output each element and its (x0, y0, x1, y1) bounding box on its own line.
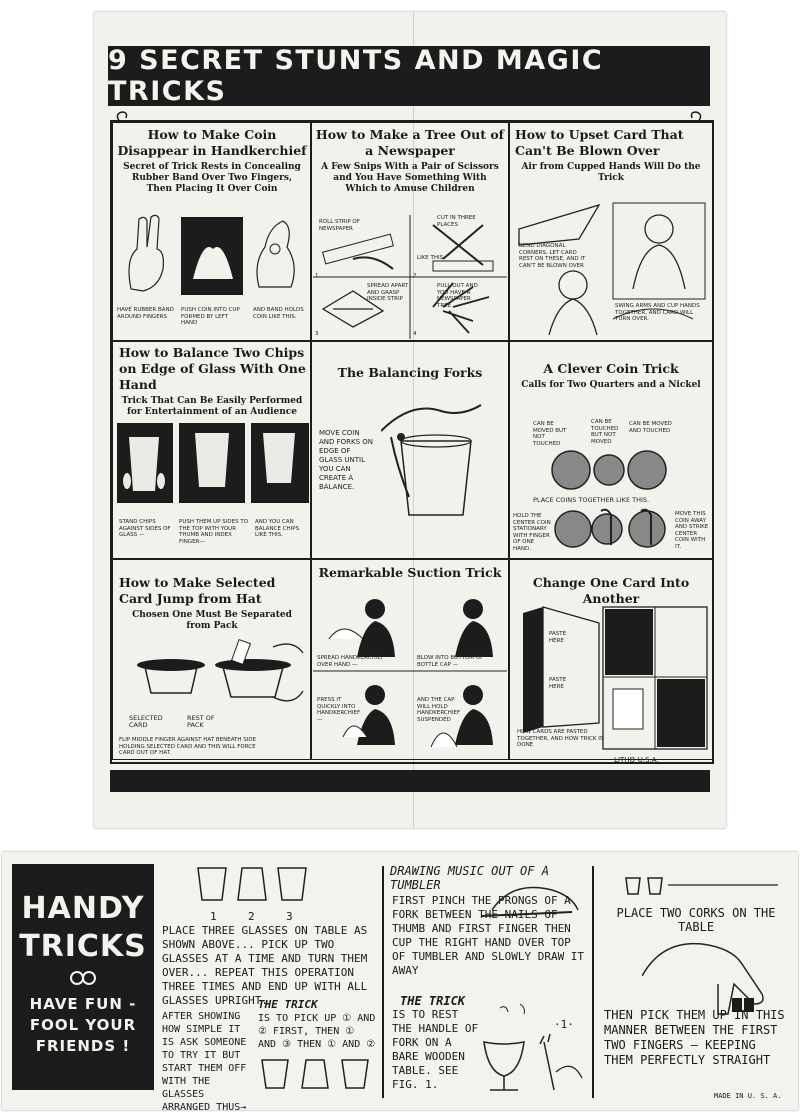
step-caption: CAN BE MOVED AND TOUCHED (629, 421, 672, 434)
step-caption: HAVE RUBBER BAND AROUND FINGERS (117, 307, 174, 320)
trick-subtitle: Trick That Can Be Easily Performed for Entertainment of an Audience (121, 396, 303, 417)
trick-title: The Balancing Forks (337, 365, 483, 380)
step-number: 3 (315, 331, 319, 337)
coins-illustration (549, 449, 679, 491)
panel-tagline-1: HAVE FUN - (29, 995, 137, 1013)
card-hat-illustration (123, 637, 307, 717)
trick-upset-card (508, 122, 714, 342)
trick-change-card (508, 558, 714, 760)
three-glasses-illustration (192, 864, 312, 906)
trick-coin-handkerchief (112, 122, 312, 342)
coins-strike-illustration (553, 507, 673, 553)
step-caption: PUSH COIN INTO CUP FORMED BY LEFT HAND (181, 307, 240, 326)
divider (592, 866, 594, 1098)
glass-number: 3 (286, 910, 293, 923)
paste-label: PASTE HERE (549, 631, 567, 644)
trick-clever-coin (508, 340, 714, 560)
balance-chips-illustration (117, 423, 311, 507)
glass-number: 2 (248, 910, 255, 923)
step-caption: SPREAD HANDKERCHIEF OVER HAND — (317, 655, 384, 668)
step-number: 4 (413, 331, 417, 337)
panel-title-2: TRICKS (19, 929, 147, 964)
table-line (668, 882, 778, 888)
trick-title: Remarkable Suction Trick (318, 565, 502, 580)
trick-newspaper-tree (310, 122, 510, 342)
step-number: 1 (315, 273, 319, 279)
handy-tricks-panel (12, 864, 154, 1090)
two-corks-illustration (622, 874, 670, 896)
glass-number: 1 (210, 910, 217, 923)
figure-label: ·1· (554, 1018, 574, 1031)
panel-tagline-2: FOOL YOUR (29, 1016, 137, 1034)
trick-title: Change One Card Into Another (532, 575, 690, 606)
glasses-after-text: AFTER SHOWING HOW SIMPLE IT IS ASK SOMEONE TO TRY IT BUT START THEM OFF WITH THE GLASSES ARRANGED THUS→ (162, 1011, 247, 1113)
glasses-instructions: PLACE THREE GLASSES ON TABLE AS SHOWN ABOVE... PICK UP TWO GLASSES AT A TIME AND TURN THEM OVER... REPEAT THIS OPERATION THREE TIMES AND END UP WITH ALL GLASSES UPRIGHT. (162, 924, 368, 1007)
step-caption: CAN BE MOVED BUT NOT TOUCHED (533, 421, 567, 447)
step-caption: STAND CHIPS AGAINST SIDES OF GLASS — (119, 519, 171, 538)
step-caption: AND YOU CAN BALANCE CHIPS LIKE THIS. (255, 519, 300, 538)
trick-title: How to Balance Two Chips on Edge of Glass With One Hand (119, 345, 306, 392)
magic-tricks-sheet (94, 12, 726, 828)
step-caption: HOW CARDS ARE PASTED TOGETHER, AND HOW TRICK IS DONE (517, 729, 604, 748)
panel-title-1: HANDY (21, 891, 145, 926)
step-caption: SPREAD APART AND GRASP INSIDE STRIP (367, 283, 409, 302)
balancing-forks-illustration (381, 401, 501, 521)
step-caption: ROLL STRIP OF NEWSPAPER (319, 219, 360, 232)
coin-handkerchief-illustration (117, 209, 307, 301)
step-caption: SWING ARMS AND CUP HANDS TOGETHER, AND CARD WILL TURN OVER. (615, 303, 700, 322)
trick-suction (310, 558, 510, 760)
trick-title: How to Upset Card That Can't Be Blown Over (515, 127, 684, 158)
sheet-title: 9 SECRET STUNTS AND MAGIC TRICKS (108, 46, 710, 106)
trick-subtitle: Air from Cupped Hands Will Do the Trick (521, 162, 701, 183)
corks-instructions: PLACE TWO CORKS ON THE TABLE (616, 906, 776, 934)
suction-illustration (313, 587, 507, 757)
step-caption: REST OF PACK (187, 714, 215, 729)
printer-mark: LITHO-U.S.A. (614, 756, 659, 764)
trick-subtitle: Calls for Two Quarters and a Nickel (521, 380, 701, 390)
trick-title: A Clever Coin Trick (543, 361, 679, 376)
step-caption: PULL OUT AND YOU HAVE A NEWSPAPER TREE (437, 283, 478, 309)
tumbler-fork-illustration (480, 1002, 584, 1094)
step-caption: CAN BE TOUCHED BUT NOT MOVED (591, 419, 619, 445)
glasses-arranged-illustration (258, 1058, 376, 1092)
tricks-grid (110, 120, 714, 764)
trick-title: How to Make Selected Card Jump from Hat (119, 575, 276, 606)
trick-subtitle: Secret of Trick Rests in Concealing Rubber Band Over Two Fingers, Then Placing It Over Coin (123, 162, 301, 194)
step-caption: FLIP MIDDLE FINGER AGAINST HAT BENEATH SIDE HOLDING SELECTED CARD AND THIS WILL FORCE CARD OUT OF HAT. (119, 737, 257, 756)
music-trick-label: THE TRICK (400, 994, 466, 1008)
trick-balance-chips (112, 340, 312, 560)
divider (382, 866, 384, 1098)
trick-card-jump-hat (112, 558, 312, 760)
step-caption: PUSH THEM UP SIDES TO THE TOP WITH YOUR THUMB AND INDEX FINGER— (179, 519, 249, 545)
handy-tricks-sheet (2, 852, 798, 1113)
step-caption: SELECTED CARD (129, 714, 163, 729)
coins-icon (68, 970, 98, 986)
trick-title: How to Make a Tree Out of a Newspaper (315, 127, 505, 158)
trick-title: How to Make Coin Disappear in Handkerchief (117, 127, 307, 158)
step-caption: BLOW INTO BOTTOM OF BOTTLE CAP — (417, 655, 484, 668)
hand-corks-illustration (642, 936, 782, 1016)
music-trick-title: DRAWING MUSIC OUT OF A TUMBLER (390, 864, 549, 892)
step-caption: MOVE COIN AND FORKS ON EDGE OF GLASS UNTIL YOU CAN CREATE A BALANCE. (319, 429, 374, 491)
made-in-mark: MADE IN U. S. A. (714, 1092, 782, 1100)
glasses-trick-text: IS TO PICK UP ① AND ② FIRST, THEN ① AND ③ THEN ① AND ② (258, 1013, 376, 1050)
step-caption: AND THE CAP WILL HOLD HANDKERCHIEF SUSPENDED (417, 697, 461, 723)
footer-bar (110, 770, 710, 792)
step-caption: PRESS IT QUICKLY INTO HANDKERCHIEF — (317, 697, 361, 723)
step-caption: PLACE COINS TOGETHER LIKE THIS. (533, 496, 650, 504)
step-caption: HOLD THE CENTER COIN STATIONARY WITH FINGER OF ONE HAND. (513, 513, 551, 552)
step-caption: CUT IN THREE PLACES (437, 215, 476, 228)
step-caption: MOVE THIS COIN AWAY AND STRIKE CENTER COIN WITH IT. (675, 511, 709, 550)
trick-balancing-forks (310, 340, 510, 560)
corks-trick-text: THEN PICK THEM UP IN THIS MANNER BETWEEN THE FIRST TWO FINGERS — KEEPING THEM PERFECTLY STRAIGHT (604, 1008, 785, 1067)
step-number: 2 (413, 273, 417, 279)
trick-subtitle: Chosen One Must Be Separated from Pack (132, 610, 292, 631)
step-caption: LIKE THIS (417, 255, 444, 261)
trick-subtitle: A Few Snips With a Pair of Scissors and You Have Something With Which to Amuse Children (321, 162, 499, 194)
newspaper-tree-illustration (313, 215, 507, 339)
step-caption: BEND DIAGONAL CORNERS, LET CARD REST ON THESE, AND IT CAN'T BE BLOWN OVER (519, 243, 586, 269)
music-trick-text: FIRST PINCH THE PRONGS OF A FORK BETWEEN THE NAILS OF THUMB AND FIRST FINGER THEN CUP THE RIGHT HAND OVER TOP OF TUMBLER AND SLOWLY DRAW IT AWAY (392, 894, 585, 977)
step-caption: AND BAND HOLDS COIN LIKE THIS. (253, 307, 304, 320)
music-trick-detail: IS TO REST THE HANDLE OF FORK ON A BARE WOODEN TABLE. SEE FIG. 1. (392, 1008, 479, 1091)
glasses-trick-label: THE TRICK (258, 998, 318, 1011)
paste-label: PASTE HERE (549, 677, 567, 690)
panel-tagline-3: FRIENDS ! (35, 1037, 131, 1055)
